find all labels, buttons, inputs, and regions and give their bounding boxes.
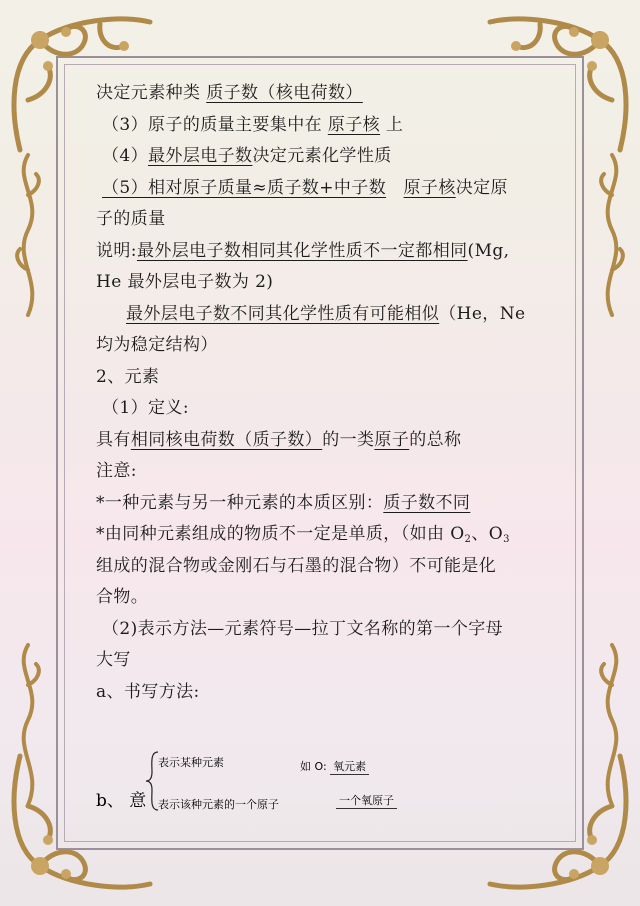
side-ornament-right-upper [592, 150, 632, 320]
line-9 [96, 330, 556, 362]
text: 决定元素种类 [96, 83, 207, 103]
text: 注意: [96, 461, 137, 481]
line-4 [96, 173, 556, 205]
underlined-answer: 相同核电荷数（质子数） [130, 429, 323, 450]
line-20 [96, 677, 556, 709]
line-1 [96, 78, 556, 110]
text: *由同种元素组成的物质不一定是单质，（如由 O [96, 524, 465, 544]
line-5 [96, 204, 556, 236]
example-atom-value: 一个氧原子 [336, 792, 397, 809]
section-heading: 2、元素 [96, 366, 160, 387]
text: （3）原子的质量主要集中在 [102, 114, 328, 135]
underlined-answer: 最外层电子数不同其化学性质有可能相似 [126, 303, 440, 324]
line-17 [96, 582, 556, 614]
text: （2)表示方法—元素符号—拉丁文名称的第一个字母 [102, 618, 504, 639]
text: 决定原 [455, 177, 508, 198]
line-15 [96, 519, 556, 551]
underlined-answer: 最外层电子数相同其化学性质不一定都相同 [136, 240, 468, 261]
text: （1）定义: [102, 398, 189, 418]
line-7 [96, 267, 556, 299]
line-6 [96, 236, 556, 268]
text: *一种元素与另一种元素的本质区别： [96, 492, 384, 513]
example-element [300, 758, 369, 775]
underlined-answer: 原子 [374, 429, 410, 450]
text: （4） [102, 146, 149, 166]
line-12 [96, 425, 556, 457]
document-body [96, 78, 556, 708]
text: （He，Ne [439, 303, 526, 324]
underlined-answer: 最外层电子数 [148, 146, 253, 166]
text: 上 [380, 114, 404, 135]
line-8 [96, 299, 556, 331]
text: 组成的混合物或金刚石与石墨的混合物）不可能是化 [96, 555, 497, 576]
side-ornament-left-lower [8, 640, 48, 810]
line-18 [96, 614, 556, 646]
text: (Mg, [467, 240, 510, 261]
line-10 [96, 362, 556, 394]
example-element-value: 氧元素 [330, 758, 369, 775]
text: 均为稳定结构） [96, 335, 218, 355]
text: a、书写方法: [96, 681, 200, 702]
underlined-answer: 质子数（核电荷数） [206, 83, 363, 103]
meaning-brace-diagram [96, 750, 426, 820]
subscript: 3 [503, 534, 510, 545]
text: 子的质量 [96, 209, 166, 229]
line-13 [96, 456, 556, 488]
underlined-answer: 原子核 [403, 177, 456, 198]
line-11 [96, 393, 556, 425]
meaning-item-element: 表示某种元素 [158, 756, 224, 769]
text: He 最外层电子数为 2) [96, 272, 274, 292]
underlined-answer: （5）相对原子质量≈质子数+中子数 [102, 177, 387, 198]
text: 说明: [96, 240, 137, 261]
line-14 [96, 488, 556, 520]
line-19 [96, 645, 556, 677]
side-ornament-left-upper [8, 150, 48, 320]
example-prefix: 如 O: [300, 760, 327, 773]
line-2 [96, 110, 556, 142]
text: 具有 [96, 429, 131, 450]
meaning-label: b、 意 [96, 791, 147, 811]
example-atom [336, 792, 397, 809]
line-3 [96, 141, 556, 173]
side-ornament-right-lower [592, 640, 632, 810]
subscript: 2 [464, 534, 472, 545]
text: 大写 [96, 650, 131, 670]
text: 、O [471, 524, 504, 544]
text: 合物。 [96, 587, 149, 607]
line-16 [96, 551, 556, 583]
text: 的一类 [322, 429, 375, 450]
underlined-answer: 原子核 [327, 114, 381, 135]
meaning-item-atom: 表示该种元素的一个原子 [158, 798, 279, 811]
underlined-answer: 质子数不同 [383, 492, 471, 513]
text: 决定元素化学性质 [252, 146, 392, 166]
text: 的总称 [409, 429, 462, 450]
